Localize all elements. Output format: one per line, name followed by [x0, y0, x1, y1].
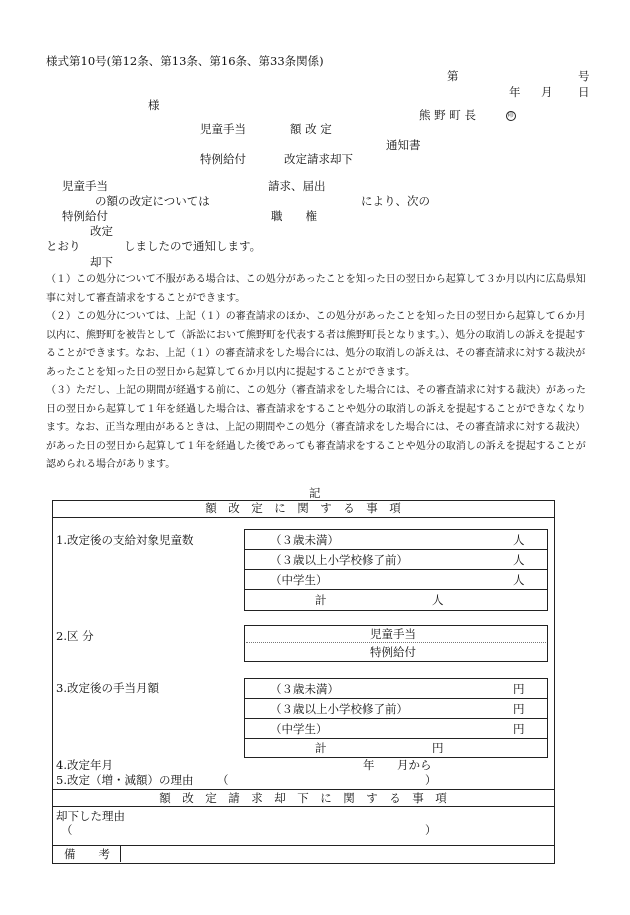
addressee-sama: 様 — [148, 98, 160, 112]
rejection-paren-close: ） — [425, 823, 437, 837]
number-go: 号 — [578, 69, 590, 83]
seal-mark: 印 — [507, 112, 514, 119]
table-divider — [244, 549, 547, 550]
revision-reason-label: 5.改定（増・減額）の理由 — [56, 773, 194, 787]
body-tsuchi: しましたので通知します。 — [124, 239, 262, 253]
reason-paren-close: ） — [425, 773, 437, 787]
date-day: 日 — [578, 85, 590, 99]
body-ni-yori: により、次の — [361, 194, 430, 208]
children-middle-unit: 人 — [513, 573, 525, 587]
category-divider — [246, 642, 546, 643]
table-divider — [244, 569, 547, 570]
note-1: （１）この処分について不服がある場合は、この処分があったことを知った日の翌日から起算して３か月以内に広島県知事に対して審査請求をすることができます。 — [46, 274, 586, 304]
note-2: （２）この処分については、上記（１）の審査請求のほか、この処分があったことを知った日の翌日から起算して６か月以内に、熊野町を被告として（訴訟において熊野町を代表する者は熊野町長となります。）、処分の取消しの訴えを提起することができます。なお、上記（１）の審査請求をした場合には、処分の取消しの訴えは、その審査請求に対する裁決があったことを知った日の翌日から起算して６か月以内に提起することができます。 — [46, 311, 586, 378]
ki-heading: 記 — [309, 486, 321, 500]
table-divider — [244, 589, 547, 590]
body-gaku-kaitei: の額の改定については — [95, 194, 210, 208]
body-kyakka: 却下 — [90, 255, 113, 269]
form-number: 様式第10号(第12条、第13条、第16条、第33条関係) — [46, 54, 324, 68]
category-tokurei-kyufu: 特例給付 — [370, 645, 416, 659]
issuer-name: 熊 野 町 長 — [419, 108, 476, 122]
table-divider — [120, 845, 121, 862]
date-month: 月 — [541, 85, 553, 99]
amount-under3-unit: 円 — [513, 682, 525, 696]
table-divider — [52, 517, 554, 518]
children-preschool-label: （３歳以上小学校修了前） — [270, 553, 408, 567]
table-divider — [244, 698, 547, 699]
body-seikyu-todokede: 請求、届出 — [268, 179, 326, 193]
issuer — [419, 110, 516, 122]
children-under3-unit: 人 — [513, 533, 525, 547]
table-divider — [52, 789, 554, 790]
children-middle-label: （中学生） — [270, 573, 328, 587]
body-kaitei: 改定 — [90, 224, 113, 238]
amount-total-unit: 円 — [432, 741, 444, 755]
title-kaitei-seikyu-kyakka: 改定請求却下 — [284, 152, 353, 166]
category-label: 2.区 分 — [56, 629, 94, 643]
body-tokurei-kyufu: 特例給付 — [62, 209, 108, 223]
amount-preschool-unit: 円 — [513, 702, 525, 716]
rejection-paren-open: （ — [61, 823, 73, 837]
children-total-unit: 人 — [432, 593, 444, 607]
amount-preschool-label: （３歳以上小学校修了前） — [270, 702, 408, 716]
children-under3-label: （３歳未満） — [270, 533, 339, 547]
table-divider — [52, 845, 554, 846]
amount-under3-label: （３歳未満） — [270, 682, 339, 696]
table-divider — [244, 718, 547, 719]
amount-total-label: 計 — [315, 741, 327, 755]
reason-paren-open: （ — [217, 773, 229, 787]
revision-year: 年 — [363, 758, 375, 772]
title-tsuchisho: 通知書 — [386, 138, 421, 152]
body-toori: とおり — [46, 239, 81, 253]
table-divider — [52, 806, 554, 807]
title-jidou-teate: 児童手当 — [200, 122, 246, 136]
revision-month-from: 月から — [397, 758, 432, 772]
date-year: 年 — [509, 85, 521, 99]
note-3: （３）ただし、上記の期間が経過する前に、この処分（審査請求をした場合には、その審査請求に対する裁決）があった日の翌日から起算して１年を経過した場合は、審査請求をすることや処分の取消しの訴えを提起することができなくなります。なお、正当な理由があるときは、上記の期間やこの処分（審査請求をした場合には、その審査請求に対する裁決）があった日の翌日から起算して１年を経過した後であっても審査請求をすることや処分の取消しの訴えを提起することが認められる場合があります。 — [46, 385, 586, 470]
title-tokurei-kyufu: 特例給付 — [200, 152, 246, 166]
amount-middle-label: （中学生） — [270, 722, 328, 736]
body-shokken: 職 権 — [271, 209, 317, 223]
table-divider — [244, 738, 547, 739]
revision-date-label: 4.改定年月 — [56, 758, 113, 772]
remarks-label: 備 考 — [64, 847, 110, 861]
title-gaku-kaitei: 額 改 定 — [290, 122, 332, 136]
children-preschool-unit: 人 — [513, 553, 525, 567]
amount-middle-unit: 円 — [513, 722, 525, 736]
section1-header: 額 改 定 に 関 す る 事 項 — [205, 501, 401, 515]
number-dai: 第 — [447, 69, 459, 83]
section2-header: 額 改 定 請 求 却 下 に 関 す る 事 項 — [159, 791, 447, 805]
children-count-label: 1.改定後の支給対象児童数 — [56, 533, 194, 547]
body-jidou-teate: 児童手当 — [62, 179, 108, 193]
children-total-label: 計 — [315, 593, 327, 607]
monthly-amount-label: 3.改定後の手当月額 — [56, 681, 159, 695]
rejection-reason-label: 却下した理由 — [56, 809, 125, 823]
category-jidou-teate: 児童手当 — [370, 627, 416, 641]
